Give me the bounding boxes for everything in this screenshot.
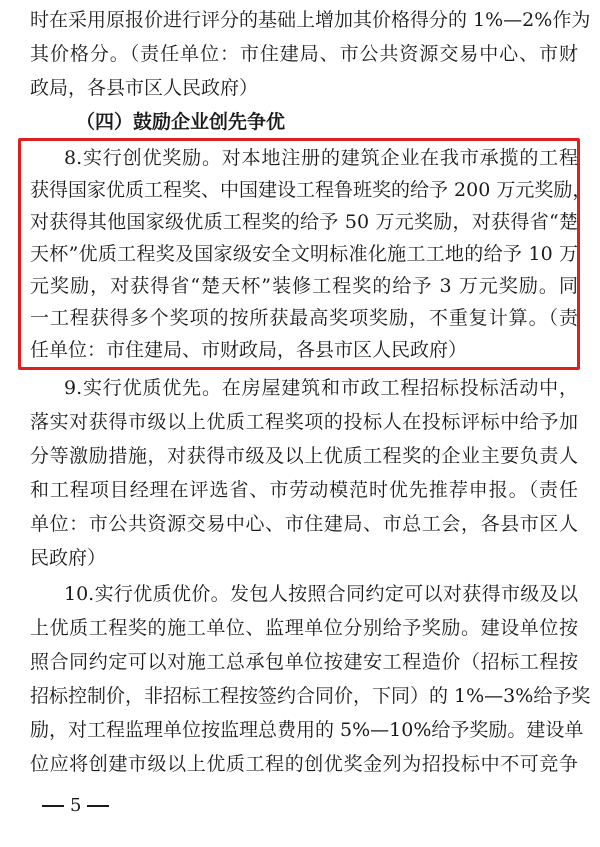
page-number: 5 [70, 795, 82, 816]
text-line: 任单位：市住建局、市财政局，各县市区人民政府） [30, 339, 468, 361]
text-line: 民政府） [30, 547, 107, 569]
text-line: 励，对工程监理单位按监理总费用的 5%—10%给予奖励。建设单 [30, 719, 584, 741]
text-line: 分等激励措施，对获得市级及以上优质工程奖的企业主要负责人 [30, 445, 578, 467]
page-footer [36, 794, 115, 818]
text-line: 单位：市公共资源交易中心、市住建局、市总工会，各县市区人 [30, 513, 578, 535]
text-line: 元奖励，对获得省“楚天杯”装修工程奖的给予 3 万元奖励。同 [30, 275, 578, 297]
section-heading: （四）鼓励企业创先争优 [76, 111, 286, 133]
dash-left [42, 805, 64, 807]
text-line: 上优质工程奖的施工单位、监理单位分别给予奖励。建设单位按 [30, 617, 578, 639]
text-line: 其价格分。（责任单位：市住建局、市公共资源交易中心、市财 [30, 43, 578, 65]
dash-right [87, 805, 109, 807]
text-line: 落实对获得市级以上优质工程奖项的投标人在投标评标中给予加 [30, 411, 578, 433]
text-line: 政局，各县市区人民政府） [30, 77, 259, 99]
text-line: 10.实行优质优价。发包人按照合同约定可以对获得市级及以 [64, 583, 578, 605]
text-line: 照合同约定可以对施工总承包单位按建安工程造价（招标工程按 [30, 651, 578, 673]
text-line: 9.实行优质优先。在房屋建筑和市政工程招标投标活动中， [64, 377, 578, 399]
text-line: 时在采用原报价进行评分的基础上增加其价格得分的 1%—2%作为 [30, 9, 591, 31]
text-line: 天杯”优质工程奖及国家级安全文明标准化施工工地的给予 10 万 [30, 243, 578, 265]
text-line: 对获得其他国家级优质工程奖的给予 50 万元奖励，对获得省“楚 [30, 211, 578, 233]
text-line: 招标控制价，非招标工程按签约合同价，下同）的 1%—3%给予奖 [30, 685, 591, 707]
text-line: 和工程项目经理在评选省、市劳动模范时优先推荐申报。（责任 [30, 479, 578, 501]
text-line: 8.实行创优奖励。对本地注册的建筑企业在我市承揽的工程 [64, 147, 578, 169]
text-line: 获得国家优质工程奖、中国建设工程鲁班奖的给予 200 万元奖励， [30, 179, 592, 201]
text-line: 位应将创建市级以上优质工程的创优奖金列为招投标中不可竞争 [30, 753, 578, 775]
text-line: 一工程获得多个奖项的按所获最高奖项奖励，不重复计算。（责 [30, 307, 578, 329]
